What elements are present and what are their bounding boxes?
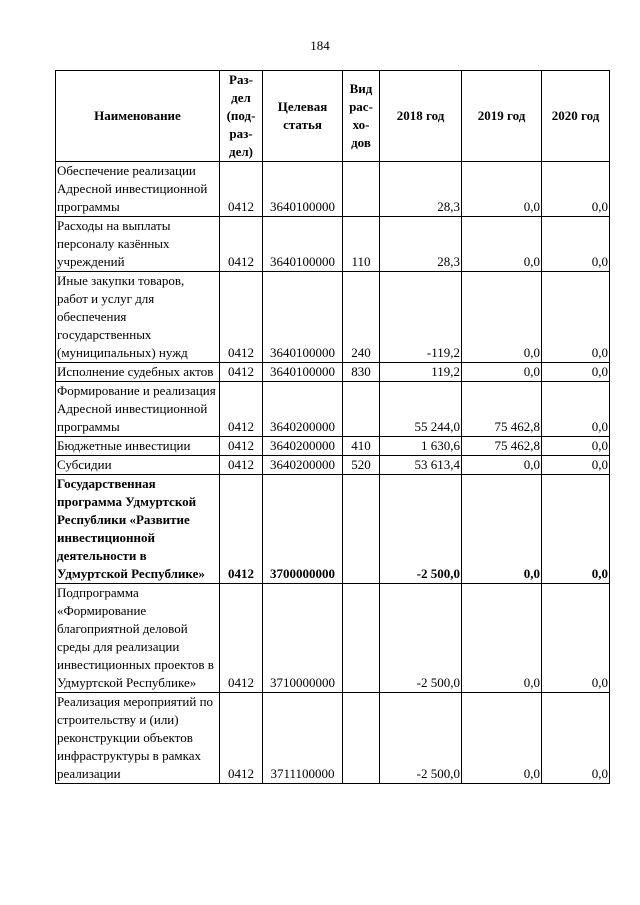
value-2018-cell: 53 613,4 bbox=[380, 456, 462, 475]
section-cell: 0412 bbox=[220, 693, 263, 784]
header-name: Наименование bbox=[56, 71, 220, 162]
article-cell: 3711100000 bbox=[263, 693, 343, 784]
value-2020-cell: 0,0 bbox=[542, 693, 610, 784]
article-cell: 3640100000 bbox=[263, 217, 343, 272]
expense-type-cell bbox=[343, 584, 380, 693]
name-cell: Расходы на выплаты персоналу казённых учреждений bbox=[56, 217, 220, 272]
table-row bbox=[56, 456, 610, 475]
article-cell: 3640200000 bbox=[263, 382, 343, 437]
value-2019-cell: 0,0 bbox=[462, 456, 542, 475]
name-cell: Субсидии bbox=[56, 456, 220, 475]
table-row bbox=[56, 584, 610, 693]
section-cell: 0412 bbox=[220, 162, 263, 217]
name-cell: Подпрограмма «Формирование благоприятной деловой среды для реализации инвестиционных проектов в Удмуртской Республике» bbox=[56, 584, 220, 693]
article-cell: 3700000000 bbox=[263, 475, 343, 584]
article-cell: 3640100000 bbox=[263, 272, 343, 363]
table-row bbox=[56, 693, 610, 784]
table-row bbox=[56, 363, 610, 382]
section-cell: 0412 bbox=[220, 217, 263, 272]
value-2018-cell: 1 630,6 bbox=[380, 437, 462, 456]
expense-type-cell: 830 bbox=[343, 363, 380, 382]
value-2020-cell: 0,0 bbox=[542, 475, 610, 584]
article-cell: 3710000000 bbox=[263, 584, 343, 693]
value-2019-cell: 0,0 bbox=[462, 475, 542, 584]
header-article: Целевая статья bbox=[263, 71, 343, 162]
section-cell: 0412 bbox=[220, 584, 263, 693]
section-cell: 0412 bbox=[220, 272, 263, 363]
value-2019-cell: 0,0 bbox=[462, 272, 542, 363]
budget-table bbox=[55, 70, 610, 784]
section-cell: 0412 bbox=[220, 475, 263, 584]
header-row bbox=[56, 71, 610, 162]
article-cell: 3640100000 bbox=[263, 162, 343, 217]
section-cell: 0412 bbox=[220, 456, 263, 475]
name-cell: Формирование и реализация Адресной инвестиционной программы bbox=[56, 382, 220, 437]
expense-type-cell: 110 bbox=[343, 217, 380, 272]
expense-type-cell bbox=[343, 382, 380, 437]
value-2018-cell: 28,3 bbox=[380, 217, 462, 272]
header-2018: 2018 год bbox=[380, 71, 462, 162]
name-cell: Бюджетные инвестиции bbox=[56, 437, 220, 456]
table-row bbox=[56, 437, 610, 456]
value-2020-cell: 0,0 bbox=[542, 456, 610, 475]
value-2019-cell: 0,0 bbox=[462, 162, 542, 217]
value-2018-cell: -2 500,0 bbox=[380, 475, 462, 584]
article-cell: 3640200000 bbox=[263, 437, 343, 456]
table-row bbox=[56, 475, 610, 584]
value-2018-cell: 55 244,0 bbox=[380, 382, 462, 437]
section-cell: 0412 bbox=[220, 363, 263, 382]
header-2020: 2020 год bbox=[542, 71, 610, 162]
table-row bbox=[56, 217, 610, 272]
value-2020-cell: 0,0 bbox=[542, 363, 610, 382]
table-row bbox=[56, 272, 610, 363]
expense-type-cell: 410 bbox=[343, 437, 380, 456]
value-2020-cell: 0,0 bbox=[542, 584, 610, 693]
value-2019-cell: 0,0 bbox=[462, 584, 542, 693]
value-2020-cell: 0,0 bbox=[542, 217, 610, 272]
value-2020-cell: 0,0 bbox=[542, 162, 610, 217]
name-cell: Государственная программа Удмуртской Республики «Развитие инвестиционной деятельности в Удмуртской Республике» bbox=[56, 475, 220, 584]
table-row bbox=[56, 162, 610, 217]
expense-type-cell: 520 bbox=[343, 456, 380, 475]
name-cell: Иные закупки товаров, работ и услуг для обеспечения государственных (муниципальных) нужд bbox=[56, 272, 220, 363]
name-cell: Исполнение судебных актов bbox=[56, 363, 220, 382]
value-2019-cell: 75 462,8 bbox=[462, 382, 542, 437]
expense-type-cell bbox=[343, 693, 380, 784]
expense-type-cell bbox=[343, 475, 380, 584]
value-2020-cell: 0,0 bbox=[542, 382, 610, 437]
value-2018-cell: -119,2 bbox=[380, 272, 462, 363]
article-cell: 3640100000 bbox=[263, 363, 343, 382]
header-expense-type: Вид рас- хо- дов bbox=[343, 71, 380, 162]
value-2020-cell: 0,0 bbox=[542, 272, 610, 363]
section-cell: 0412 bbox=[220, 437, 263, 456]
expense-type-cell bbox=[343, 162, 380, 217]
header-section: Раз- дел (под- раз- дел) bbox=[220, 71, 263, 162]
value-2019-cell: 0,0 bbox=[462, 363, 542, 382]
expense-type-cell: 240 bbox=[343, 272, 380, 363]
value-2018-cell: -2 500,0 bbox=[380, 693, 462, 784]
section-cell: 0412 bbox=[220, 382, 263, 437]
name-cell: Реализация мероприятий по строительству и (или) реконструкции объектов инфраструктуры в рамках реализации bbox=[56, 693, 220, 784]
value-2019-cell: 0,0 bbox=[462, 217, 542, 272]
page-number: 184 bbox=[310, 38, 330, 53]
table-row bbox=[56, 382, 610, 437]
value-2020-cell: 0,0 bbox=[542, 437, 610, 456]
value-2019-cell: 0,0 bbox=[462, 693, 542, 784]
article-cell: 3640200000 bbox=[263, 456, 343, 475]
value-2018-cell: 28,3 bbox=[380, 162, 462, 217]
header-2019: 2019 год bbox=[462, 71, 542, 162]
value-2018-cell: -2 500,0 bbox=[380, 584, 462, 693]
value-2019-cell: 75 462,8 bbox=[462, 437, 542, 456]
value-2018-cell: 119,2 bbox=[380, 363, 462, 382]
name-cell: Обеспечение реализации Адресной инвестиционной программы bbox=[56, 162, 220, 217]
